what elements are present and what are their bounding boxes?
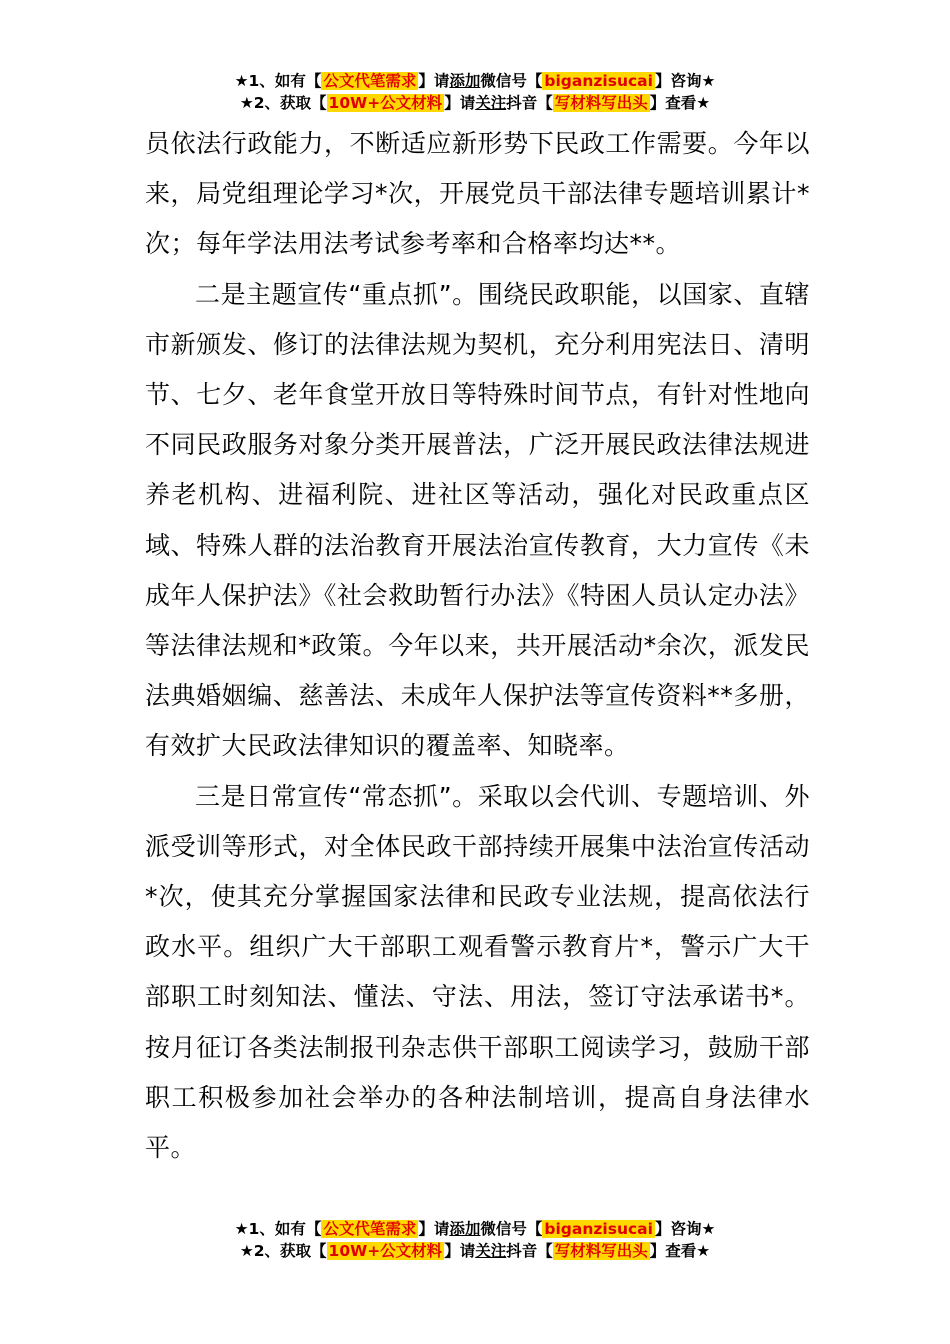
banner-text: 】请 (444, 94, 476, 112)
banner-text: ★1、如有【 (234, 1220, 322, 1238)
highlight-douyin-account: 写材料写出头 (554, 94, 648, 112)
paragraph-daily-publicity: 三是日常宣传“常态抓”。采取以会代训、专题培训、外派受训等形式，对全体民政干部持续开展集中法治宣传活动*次，使其充分掌握国家法律和民政专业法规，提高依法行政水平。组织广大干部职工观看警示教育片*，警示广大干部职工时刻知法、懂法、守法、用法，签订守法承诺书*。按月征订各类法制报刊杂志供干部职工阅读学习，鼓励干部职工积极参加社会举办的各种法制培训，提高自身法律水平。 (145, 781, 810, 1163)
banner-emphasis: 关注 (475, 94, 507, 112)
banner-text: 抖音【 (506, 94, 553, 112)
banner-emphasis: 关注 (475, 1242, 507, 1260)
document-body (145, 119, 810, 1173)
banner-text: 】查看★ (649, 1242, 711, 1260)
banner-line-1 (0, 1218, 950, 1240)
banner-text: 】请 (418, 1220, 450, 1238)
banner-text: ★1、如有【 (234, 72, 322, 90)
banner-text: ★2、获取【 (239, 94, 327, 112)
banner-text: 抖音【 (506, 1242, 553, 1260)
banner-line-2 (0, 92, 950, 114)
footer-banner (0, 1218, 950, 1262)
highlight-service: 公文代笔需求 (323, 1220, 417, 1238)
paragraph-continuation: 员依法行政能力，不断适应新形势下民政工作需要。今年以来，局党组理论学习*次，开展党员干部法律专题培训累计*次；每年学法用法考试参考率和合格率均达**。 (145, 129, 810, 259)
banner-text: 】咨询★ (654, 1220, 716, 1238)
banner-emphasis: 添加 (449, 72, 481, 90)
paragraph-theme-publicity: 二是主题宣传“重点抓”。围绕民政职能，以国家、直辖市新颁发、修订的法律法规为契机，充分利用宪法日、清明节、七夕、老年食堂开放日等特殊时间节点，有针对性地向不同民政服务对象分类开展普法，广泛开展民政法律法规进养老机构、进福利院、进社区等活动，强化对民政重点区域、特殊人群的法治教育开展法治宣传教育，大力宣传《未成年人保护法》《社会救助暂行办法》《特困人员认定办法》等法律法规和*政策。今年以来，共开展活动*余次，派发民法典婚姻编、慈善法、未成年人保护法等宣传资料**多册，有效扩大民政法律知识的覆盖率、知晓率。 (145, 279, 810, 761)
banner-line-2 (0, 1240, 950, 1262)
banner-line-1 (0, 70, 950, 92)
highlight-service: 公文代笔需求 (323, 72, 417, 90)
banner-text: 】咨询★ (654, 72, 716, 90)
banner-text: 微信号【 (480, 1220, 543, 1238)
header-banner (0, 70, 950, 114)
highlight-materials: 10W+公文材料 (328, 94, 443, 112)
banner-emphasis: 添加 (449, 1220, 481, 1238)
banner-text: 】请 (444, 1242, 476, 1260)
banner-text: 】查看★ (649, 94, 711, 112)
highlight-materials: 10W+公文材料 (328, 1242, 443, 1260)
highlight-wechat-id: biganzisucai (544, 72, 653, 90)
highlight-douyin-account: 写材料写出头 (554, 1242, 648, 1260)
banner-text: 微信号【 (480, 72, 543, 90)
banner-text: ★2、获取【 (239, 1242, 327, 1260)
highlight-wechat-id: biganzisucai (544, 1220, 653, 1238)
banner-text: 】请 (418, 72, 450, 90)
